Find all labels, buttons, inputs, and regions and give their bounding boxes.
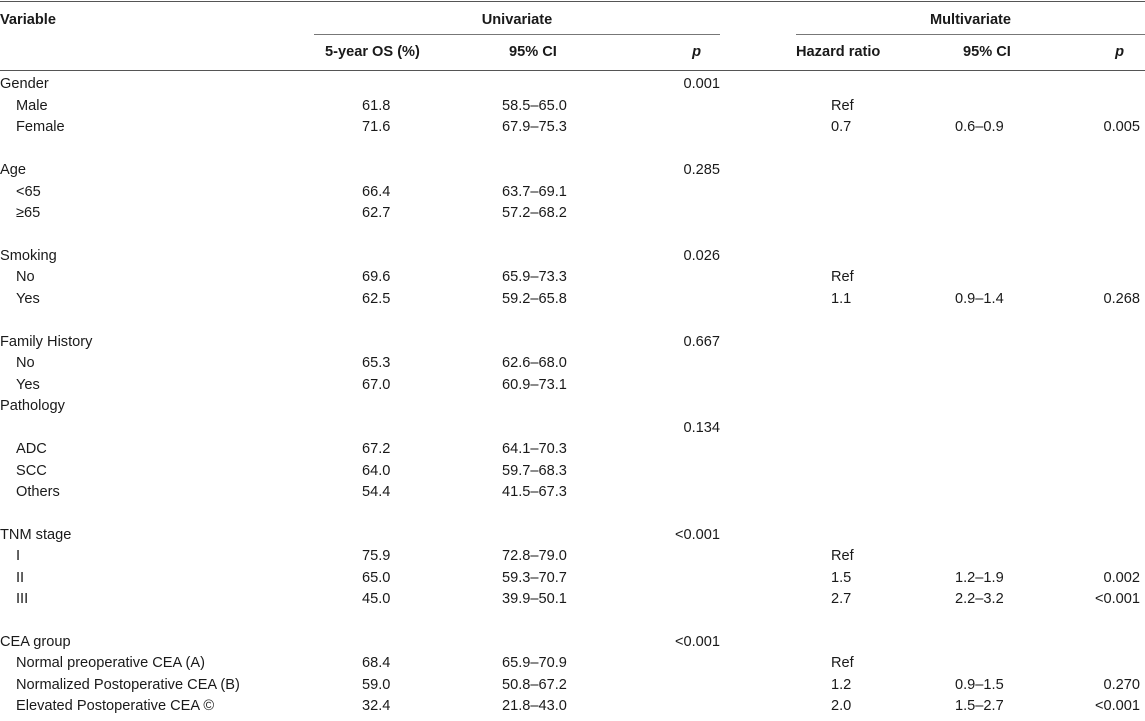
row-ci: 59.3–70.7	[502, 570, 567, 586]
row-os: 62.5	[362, 291, 391, 307]
row-os: 59.0	[362, 677, 391, 693]
row-p: 0.026	[683, 248, 720, 264]
row-hr: Ref	[831, 655, 854, 671]
row-ci: 62.6–68.0	[502, 355, 567, 371]
row-os: 68.4	[362, 655, 391, 671]
row-os: 45.0	[362, 591, 391, 607]
univariate-rule	[314, 34, 720, 35]
row-p: <0.001	[674, 527, 720, 543]
row-hr: 0.7	[831, 119, 852, 135]
row-label: Male	[16, 98, 48, 114]
row-label: Female	[16, 119, 65, 135]
row-ci: 57.2–68.2	[502, 205, 567, 221]
row-os: 62.7	[362, 205, 391, 221]
row-ci: 21.8–43.0	[502, 698, 567, 714]
row-ci2: 2.2–3.2	[955, 591, 1004, 607]
header-p: p	[692, 44, 701, 60]
row-hr: Ref	[831, 98, 854, 114]
row-os: 64.0	[362, 463, 391, 479]
row-label: CEA group	[0, 634, 71, 650]
row-ci: 59.7–68.3	[502, 463, 567, 479]
row-p: 0.134	[683, 420, 720, 436]
row-label: Normalized Postoperative CEA (B)	[16, 677, 240, 693]
row-ci: 65.9–70.9	[502, 655, 567, 671]
row-os: 67.0	[362, 377, 391, 393]
row-label: ≥65	[16, 205, 41, 221]
row-ci: 63.7–69.1	[502, 184, 567, 200]
row-hr: 1.5	[831, 570, 852, 586]
top-rule	[0, 1, 1145, 2]
row-os: 65.0	[362, 570, 391, 586]
row-ci2: 0.6–0.9	[955, 119, 1004, 135]
header-variable: Variable	[0, 12, 56, 28]
row-ci: 65.9–73.3	[502, 269, 567, 285]
row-p2: 0.268	[1103, 291, 1140, 307]
row-label: ADC	[16, 441, 47, 457]
row-label: II	[16, 570, 25, 586]
row-label: Age	[0, 162, 26, 178]
row-os: 66.4	[362, 184, 391, 200]
header-hr: Hazard ratio	[796, 44, 881, 60]
row-label: Gender	[0, 76, 49, 92]
row-ci: 39.9–50.1	[502, 591, 567, 607]
header-ci2: 95% CI	[963, 44, 1011, 60]
row-os: 71.6	[362, 119, 391, 135]
row-label: SCC	[16, 463, 47, 479]
row-label: Yes	[16, 377, 40, 393]
row-hr: 2.7	[831, 591, 852, 607]
row-ci: 50.8–67.2	[502, 677, 567, 693]
row-label: Yes	[16, 291, 40, 307]
row-os: 54.4	[362, 484, 391, 500]
row-p: 0.285	[683, 162, 720, 178]
multivariate-rule	[796, 34, 1145, 35]
row-ci: 60.9–73.1	[502, 377, 567, 393]
row-label: No	[16, 355, 35, 371]
row-hr: 1.2	[831, 677, 852, 693]
row-ci: 41.5–67.3	[502, 484, 567, 500]
row-ci2: 1.2–1.9	[955, 570, 1004, 586]
row-label: Pathology	[0, 398, 65, 414]
row-hr: 1.1	[831, 291, 852, 307]
row-os: 67.2	[362, 441, 391, 457]
row-label: <65	[16, 184, 41, 200]
header-os: 5-year OS (%)	[325, 44, 420, 60]
header-p2: p	[1115, 44, 1124, 60]
row-label: I	[16, 548, 21, 564]
row-ci: 59.2–65.8	[502, 291, 567, 307]
row-label: Smoking	[0, 248, 57, 264]
row-hr: Ref	[831, 548, 854, 564]
row-os: 69.6	[362, 269, 391, 285]
header-multivariate: Multivariate	[929, 12, 1012, 28]
row-label: Normal preoperative CEA (A)	[16, 655, 205, 671]
row-p2: <0.001	[1094, 591, 1140, 607]
row-p: <0.001	[674, 634, 720, 650]
row-label: No	[16, 269, 35, 285]
row-p: 0.667	[683, 334, 720, 350]
row-ci: 64.1–70.3	[502, 441, 567, 457]
row-p2: 0.005	[1103, 119, 1140, 135]
row-p: 0.001	[683, 76, 720, 92]
row-label: Elevated Postoperative CEA ©	[16, 698, 215, 714]
row-label: Others	[16, 484, 60, 500]
row-os: 32.4	[362, 698, 391, 714]
header-univariate: Univariate	[481, 12, 553, 28]
row-os: 61.8	[362, 98, 391, 114]
row-label: III	[16, 591, 29, 607]
row-hr: 2.0	[831, 698, 852, 714]
row-p2: 0.002	[1103, 570, 1140, 586]
row-ci2: 0.9–1.5	[955, 677, 1004, 693]
header-ci: 95% CI	[509, 44, 557, 60]
header-rule	[0, 70, 1145, 71]
row-hr: Ref	[831, 269, 854, 285]
row-ci: 72.8–79.0	[502, 548, 567, 564]
row-ci: 58.5–65.0	[502, 98, 567, 114]
row-label: TNM stage	[0, 527, 72, 543]
row-ci: 67.9–75.3	[502, 119, 567, 135]
row-label: Family History	[0, 334, 93, 350]
row-p2: 0.270	[1103, 677, 1140, 693]
row-os: 65.3	[362, 355, 391, 371]
row-os: 75.9	[362, 548, 391, 564]
row-ci2: 0.9–1.4	[955, 291, 1004, 307]
row-ci2: 1.5–2.7	[955, 698, 1004, 714]
row-p2: <0.001	[1094, 698, 1140, 714]
